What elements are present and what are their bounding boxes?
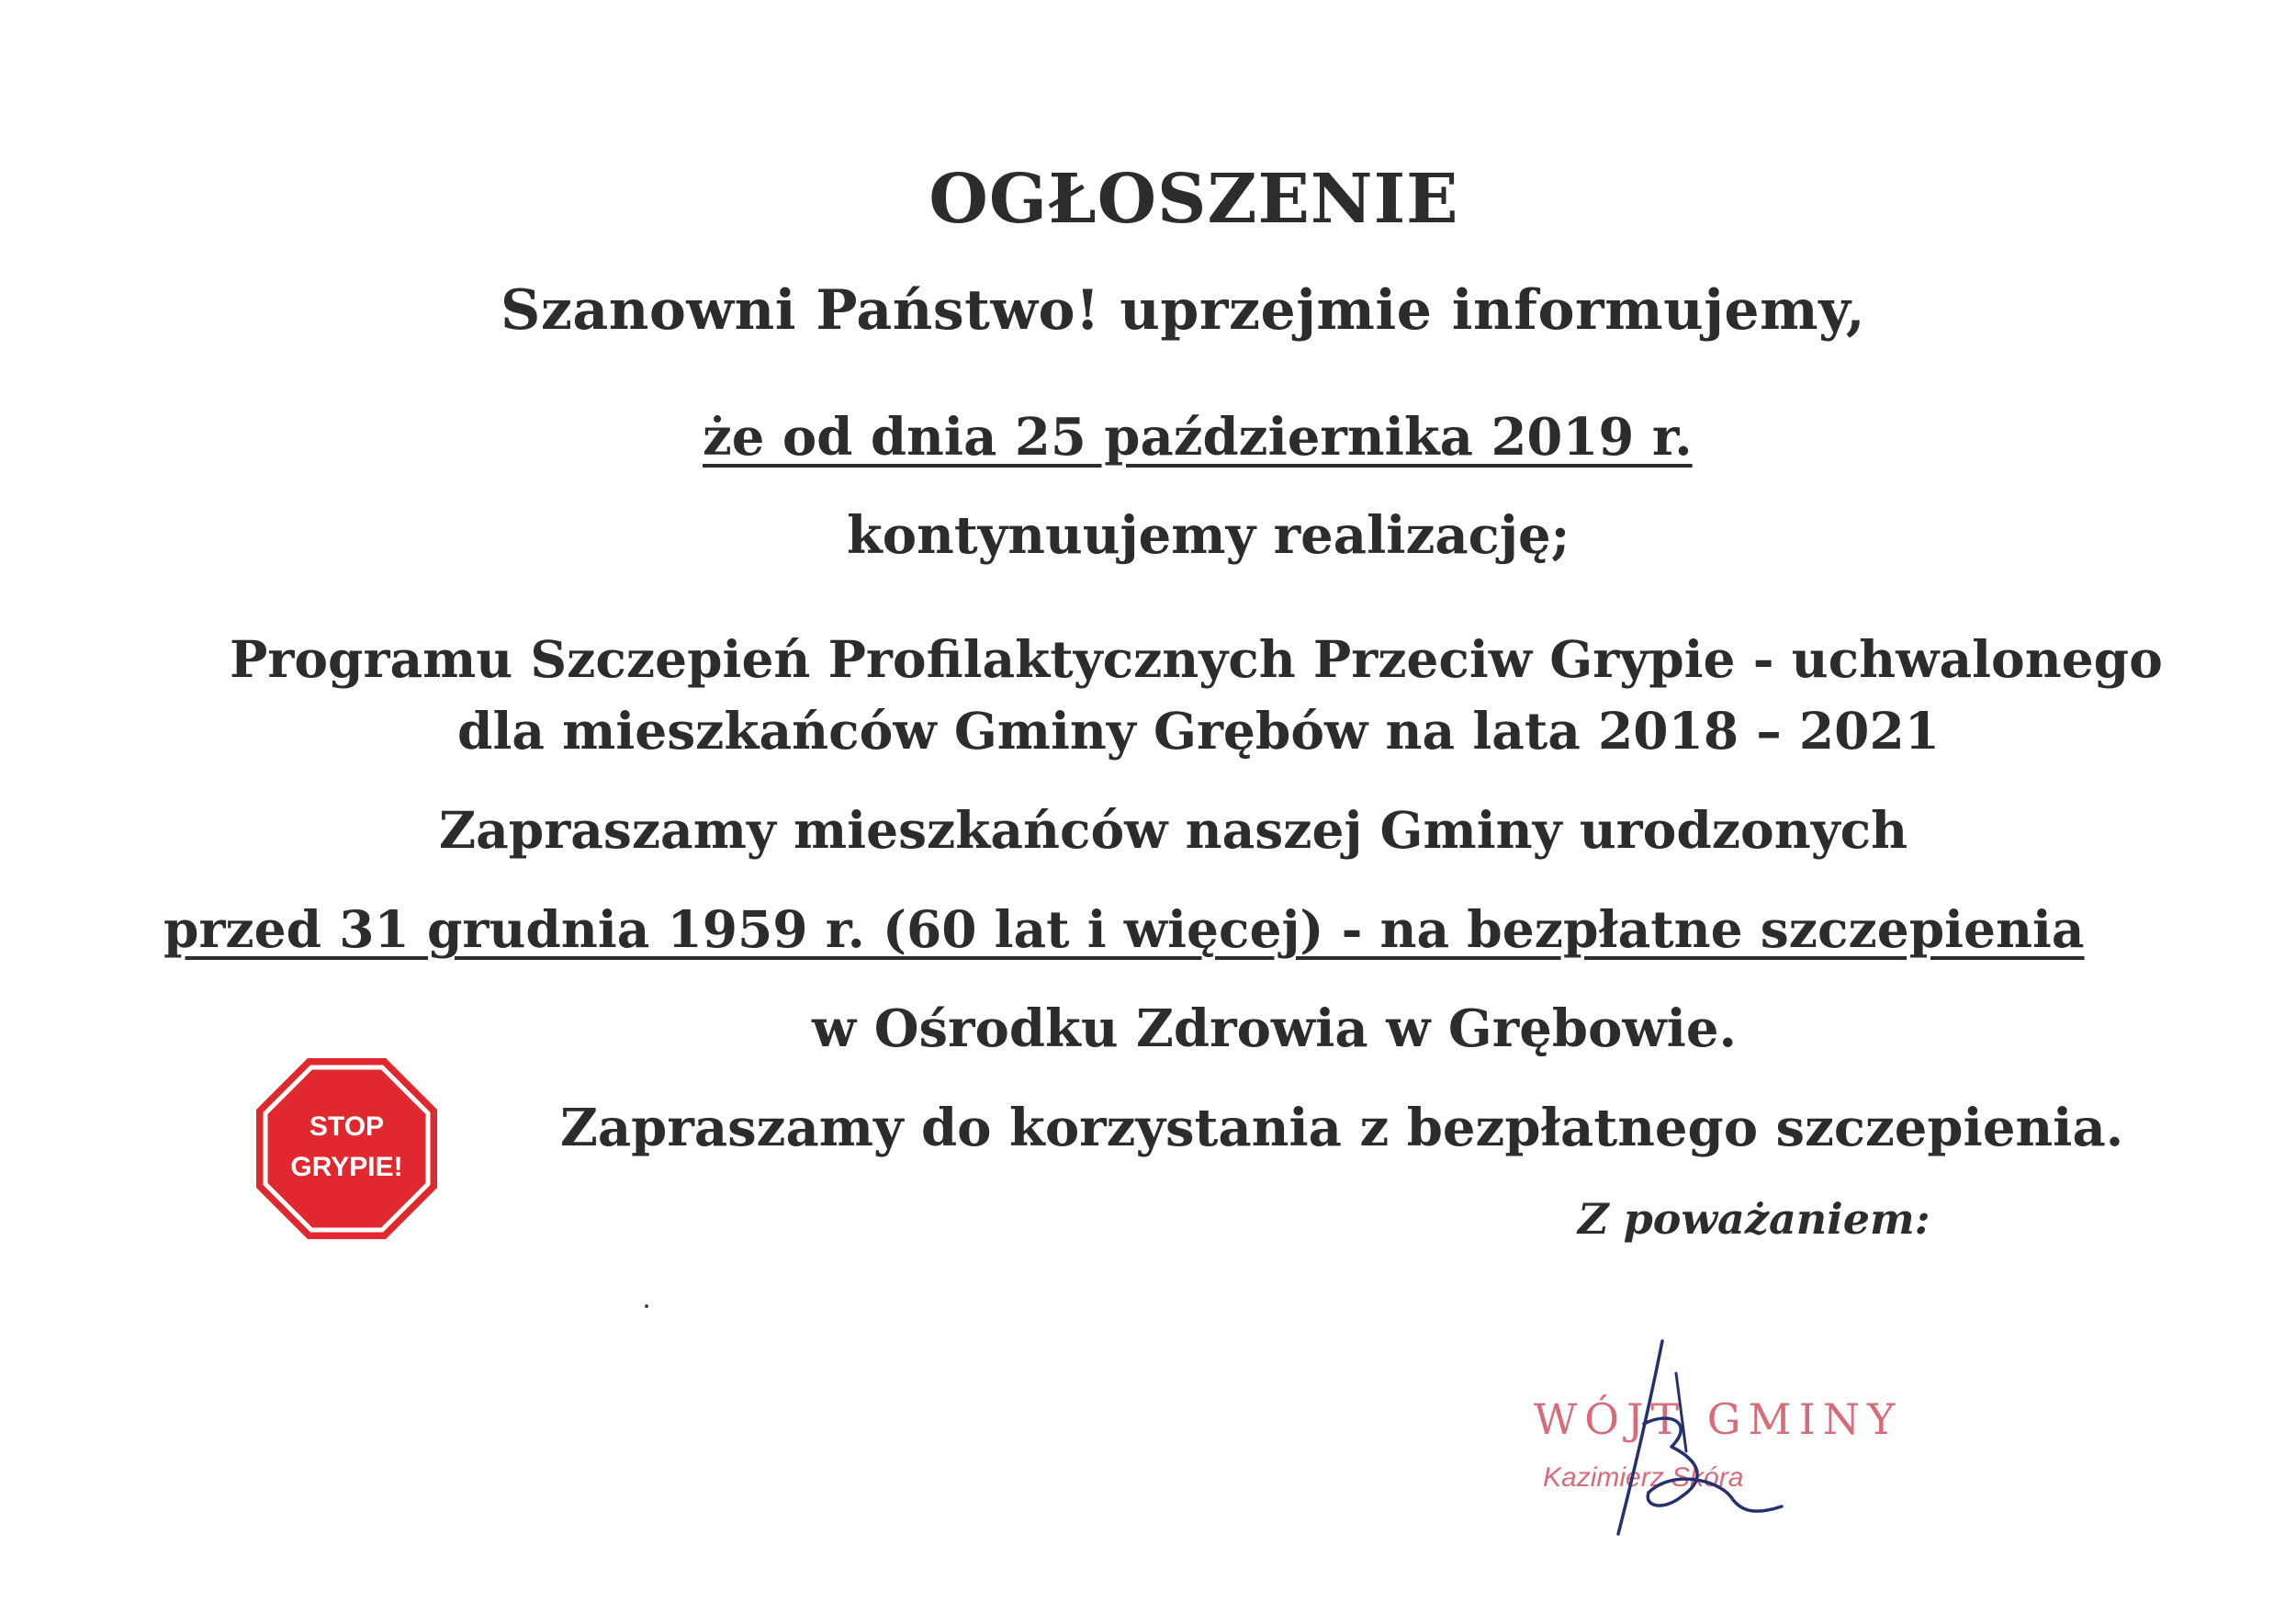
closing-invite-line: Zapraszamy do korzystania z bezpłatnego szczepienia. (560, 1098, 2124, 1158)
location-line: w Ośrodku Zdrowia w Grębowie. (812, 998, 1737, 1059)
invite-line-2: przed 31 grudnia 1959 r. (60 lat i więcej) - na bezpłatne szczepienia (163, 899, 2085, 959)
stop-sign-line-1: STOP (309, 1111, 385, 1142)
stop-sign-line-2: GRYPIE! (290, 1152, 403, 1182)
invite-line-1: Zapraszamy mieszkańców naszej Gminy urodzonych (439, 800, 1908, 860)
stray-mark (645, 1304, 648, 1308)
official-stamp (1515, 1323, 1903, 1543)
program-line-1: Programu Szczepień Profilaktycznych Przeciw Grypie - uchwalonego (230, 629, 2163, 689)
date-line: że od dnia 25 października 2019 r. (703, 407, 1693, 468)
greeting-line: Szanowni Państwo! uprzejmie informujemy, (501, 278, 1866, 343)
continue-line: kontynuujemy realizację; (847, 505, 1570, 566)
stop-sign-graphic (253, 1054, 441, 1243)
regards-line: Z poważaniem: (1578, 1194, 1930, 1244)
program-line-2: dla mieszkańców Gminy Grębów na lata 2018 – 2021 (457, 701, 1940, 761)
stamp-title: WÓJT GMINY (1534, 1394, 1903, 1444)
stop-sign-icon (253, 1054, 441, 1243)
handwritten-signature-icon (1515, 1323, 1846, 1543)
stamp-name: Kazimierz Skóra (1543, 1462, 1744, 1493)
page-title: OGŁOSZENIE (929, 160, 1459, 239)
